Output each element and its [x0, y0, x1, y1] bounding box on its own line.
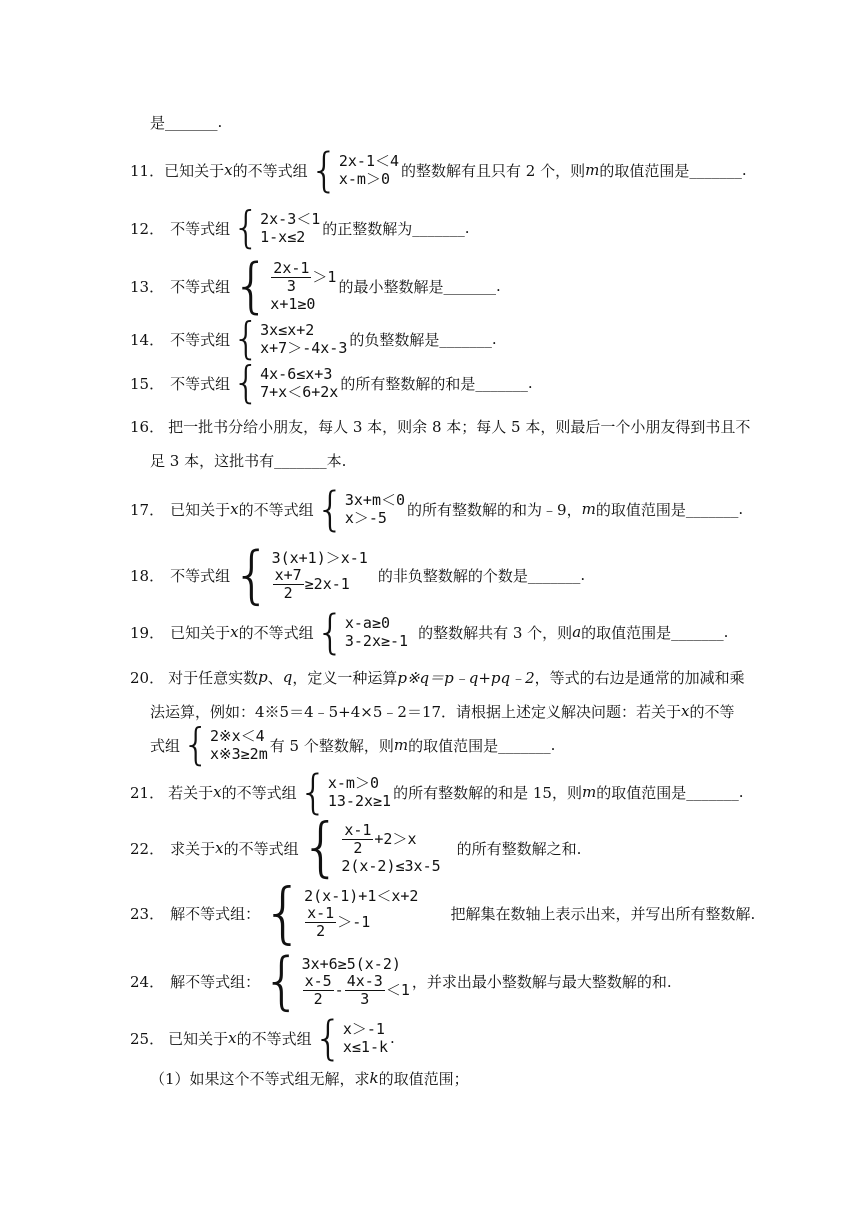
q13-text-post: 的最小整数解是 — [338, 277, 444, 296]
q15-rows — [260, 365, 338, 401]
q20-ineq-1: 2※x＜4 — [210, 727, 265, 745]
q24-frac-a-den: 2 — [313, 989, 323, 1008]
q22-text: 求关于 — [170, 839, 216, 858]
q20-definition: p※q＝p﹣q+pq﹣2 — [397, 668, 535, 687]
q11-var: x — [224, 161, 233, 179]
q11-text-mid: 的不等式组 — [232, 161, 308, 180]
q24-rows — [302, 955, 410, 1008]
q13-frac-num: 2x-1 — [273, 258, 310, 277]
q12-ineq-1: 2x-3＜1 — [260, 210, 321, 228]
q11-ineq-2: x-m＞0 — [338, 170, 390, 188]
q19-ineq-1: x-a≥0 — [344, 614, 391, 632]
q20-text-line3: 式组 — [150, 736, 181, 755]
q20-var-p: p — [258, 668, 268, 686]
q24 — [130, 944, 860, 1017]
q24-fraction-a — [303, 973, 334, 1008]
q20-line3 — [150, 719, 860, 770]
q24-ineq-1: 3x+6≥5(x-2) — [301, 954, 401, 973]
q17-text-post: 的所有整数解的和为﹣9， — [407, 500, 582, 519]
q24-fraction-b — [345, 973, 385, 1008]
q18-answer-blank: _______ — [527, 566, 581, 584]
q22-fraction — [342, 822, 373, 857]
q17-system — [315, 482, 406, 536]
q22-number: 22． — [130, 839, 165, 858]
q20-text-a: 对于任意实数 — [168, 668, 259, 687]
q22-frac-den: 2 — [353, 838, 363, 857]
q19-number: 19． — [130, 623, 165, 642]
q13-ineq-2: x+1≥0 — [270, 294, 316, 313]
q18-frac-num: x+7 — [274, 565, 302, 584]
q15-number: 15． — [130, 374, 165, 393]
q19-end: . — [723, 623, 729, 641]
q17-ineq-1: 3x+m＜0 — [344, 491, 406, 509]
q15 — [130, 357, 860, 408]
q12-ineq-2: 1-x≤2 — [260, 228, 306, 246]
q14-end: . — [491, 330, 497, 348]
q22-system — [300, 811, 441, 885]
q11-number: 11． — [130, 161, 165, 180]
q25-sub1-text-end: 的取值范围； — [378, 1069, 469, 1088]
q25-sub1-var: k — [369, 1069, 379, 1087]
brace-icon: { — [182, 719, 211, 770]
q16-line2 — [150, 450, 860, 470]
q13-frac-den: 3 — [286, 276, 296, 295]
q12 — [130, 202, 860, 253]
q11 — [130, 143, 860, 197]
q24-frac-a-num: x-5 — [304, 971, 332, 990]
brace-icon: { — [315, 605, 345, 659]
q12-rows — [260, 210, 320, 246]
q20-line2 — [150, 701, 860, 721]
q25-text: 已知关于 — [168, 1029, 229, 1048]
q18-fraction — [273, 567, 304, 602]
q12-answer-blank: _______ — [412, 219, 465, 237]
q23-ineq-2 — [304, 905, 418, 940]
q15-system — [232, 357, 339, 408]
q24-text: 解不等式组： — [170, 972, 261, 991]
brace-icon: { — [262, 874, 305, 951]
q13-answer-blank: _______ — [443, 277, 496, 295]
q11-system — [309, 143, 400, 197]
q17-var-m: m — [581, 500, 596, 518]
q13-text: 不等式组 — [170, 277, 231, 296]
q20-line1 — [130, 667, 860, 687]
q14-text: 不等式组 — [170, 330, 231, 349]
q22-ineq-1-rest: +2＞x — [374, 830, 417, 848]
q15-ineq-1: 4x-6≤x+3 — [260, 365, 333, 383]
q12-number: 12． — [130, 219, 165, 238]
brace-icon: { — [262, 944, 302, 1017]
q18 — [130, 538, 860, 611]
q22-rows — [341, 822, 440, 875]
q17-number: 17． — [130, 500, 165, 519]
q20-sep: 、 — [267, 668, 283, 687]
q20-ineq-2: x※3≥2m — [210, 745, 268, 763]
q21-text-post2: 的取值范围是 — [596, 783, 687, 802]
q18-text: 不等式组 — [170, 566, 231, 585]
q16-answer-blank: _______ — [274, 451, 327, 469]
q23-ineq-2-rest: ＞-1 — [337, 913, 371, 931]
q13-rows — [270, 260, 336, 313]
q10-tail-text: 是 — [150, 113, 166, 132]
brace-icon: { — [298, 765, 328, 819]
q20-text-post: 有 5 个整数解，则 — [269, 736, 394, 755]
q14-ineq-1: 3x≤x+2 — [260, 321, 315, 339]
q11-text-post: 的整数解有且只有 2 个，则 — [401, 161, 586, 180]
brace-icon: { — [232, 357, 261, 408]
q22-var: x — [215, 839, 224, 857]
q20-end: . — [550, 736, 556, 754]
q21-system — [298, 765, 392, 819]
q23-rows — [304, 887, 418, 940]
q25-var: x — [228, 1029, 237, 1047]
q25-number: 25． — [130, 1029, 165, 1048]
q20-text-post2: 的取值范围是 — [408, 736, 499, 755]
q18-text-post: 的非负整数解的个数是 — [377, 566, 528, 585]
q19-var-a: a — [572, 623, 582, 641]
q13-end: . — [495, 277, 501, 295]
q12-text-post: 的正整数解为 — [322, 219, 413, 238]
q16-text-line1: 把一批书分给小朋友，每人 3 本，则余 8 本；每人 5 本，则最后一个小朋友得到书且不 — [168, 417, 751, 436]
q13-number: 13． — [130, 277, 165, 296]
q21-text-post: 的所有整数解的和是 15，则 — [393, 783, 582, 802]
q18-rows — [272, 549, 368, 602]
q25-system — [313, 1011, 389, 1065]
q15-ineq-2: 7+x＜6+2x — [260, 383, 339, 401]
q11-answer-blank: _______ — [689, 161, 742, 179]
q10-end: . — [217, 113, 223, 131]
q14-number: 14． — [130, 330, 165, 349]
q20-text-b: ，定义一种运算 — [292, 668, 398, 687]
q21-var-m: m — [581, 783, 597, 801]
q15-text-post: 的所有整数解的和是 — [340, 374, 476, 393]
q13-ineq-1-rest: ＞1 — [312, 268, 337, 286]
brace-icon: { — [309, 143, 339, 197]
q23-ineq-1: 2(x-1)+1＜x+2 — [304, 886, 419, 905]
q17-var: x — [230, 500, 239, 518]
q11-text: 已知关于 — [164, 161, 225, 180]
q21-number: 21． — [130, 783, 165, 802]
q13-ineq-1 — [270, 260, 336, 295]
q18-system — [232, 538, 368, 611]
brace-icon: { — [300, 811, 342, 885]
q20-rows — [210, 727, 268, 763]
q21-rows — [328, 774, 391, 810]
q19 — [130, 605, 860, 659]
q17-text-mid: 的不等式组 — [238, 500, 314, 519]
q20-number: 20． — [130, 668, 165, 687]
q15-text: 不等式组 — [170, 374, 231, 393]
q19-answer-blank: _______ — [671, 623, 724, 641]
q22-text-post: 的所有整数解之和. — [456, 839, 582, 858]
q11-ineq-1: 2x-1＜4 — [338, 152, 400, 170]
q18-ineq-2-rest: ≥2x-1 — [304, 575, 350, 593]
q24-text-post: ，并求出最小整数解与最大整数解的和. — [411, 972, 672, 991]
q22-ineq-2: 2(x-2)≤3x-5 — [341, 856, 441, 875]
q11-end: . — [741, 161, 747, 179]
q25-ineq-1: x＞-1 — [342, 1020, 385, 1038]
q19-text-mid: 的不等式组 — [238, 623, 314, 642]
q17-end: . — [738, 500, 744, 518]
q20-text-c: ，等式的右边是通常的加减和乘 — [534, 668, 745, 687]
q20-system — [182, 719, 268, 770]
q14-text-post: 的负整数解是 — [349, 330, 440, 349]
q15-end: . — [527, 374, 533, 392]
q16-number: 16． — [130, 417, 165, 436]
q22-frac-num: x-1 — [344, 820, 372, 839]
q12-text: 不等式组 — [170, 219, 231, 238]
q25-text-mid: 的不等式组 — [236, 1029, 312, 1048]
q21 — [130, 765, 860, 819]
brace-icon: { — [315, 482, 345, 536]
brace-icon: { — [232, 251, 271, 321]
q14-system — [232, 313, 348, 364]
q13-system — [232, 251, 337, 321]
q22 — [130, 811, 860, 885]
q18-end: . — [580, 566, 586, 584]
q23-frac-num: x-1 — [307, 903, 335, 922]
q19-ineq-2: 3-2x≥-1 — [344, 632, 409, 650]
q16-line1 — [130, 416, 860, 436]
q14 — [130, 313, 860, 364]
q17-text: 已知关于 — [170, 500, 231, 519]
q25 — [130, 1011, 860, 1065]
q20-var-x: x — [681, 702, 690, 720]
q19-system — [315, 605, 409, 659]
q21-ineq-1: x-m＞0 — [327, 774, 379, 792]
q14-rows — [260, 321, 347, 357]
q18-ineq-2 — [272, 567, 368, 602]
q14-answer-blank: _______ — [439, 330, 492, 348]
q24-ineq-2 — [302, 973, 410, 1008]
q24-ineq-2-rest: ＜1 — [385, 981, 410, 999]
q17-ineq-2: x＞-5 — [344, 509, 387, 527]
q13-fraction — [271, 260, 311, 295]
brace-icon: { — [232, 538, 272, 611]
q23-fraction — [305, 905, 336, 940]
q14-ineq-2: x+7＞-4x-3 — [260, 339, 348, 357]
q23-text: 解不等式组： — [170, 904, 261, 923]
q18-number: 18． — [130, 566, 165, 585]
q11-rows — [339, 152, 399, 188]
brace-icon: { — [232, 313, 261, 364]
q16-text-line2: 足 3 本，这批书有 — [150, 451, 275, 470]
q11-var-m: m — [585, 161, 600, 179]
q23-text-post: 把解集在数轴上表示出来，并写出所有整数解. — [450, 904, 756, 923]
q20-var-q: q — [282, 668, 293, 686]
q17-answer-blank: _______ — [685, 500, 739, 518]
q25-rows — [343, 1020, 388, 1056]
q19-text: 已知关于 — [170, 623, 231, 642]
brace-icon: { — [313, 1011, 343, 1065]
q23-system — [262, 874, 419, 951]
q16-text-line2-end: 本. — [326, 451, 347, 470]
q24-frac-b-den: 3 — [360, 989, 370, 1008]
q19-text-post2: 的取值范围是 — [581, 623, 672, 642]
brace-icon: { — [232, 202, 261, 253]
q22-text-mid: 的不等式组 — [223, 839, 299, 858]
q18-ineq-1: 3(x+1)＞x-1 — [271, 548, 368, 567]
q12-end: . — [464, 219, 470, 237]
q23 — [130, 874, 860, 951]
q25-sub1 — [150, 1068, 860, 1088]
q15-answer-blank: _______ — [475, 374, 528, 392]
q20-text-line2-end: 的不等 — [689, 702, 735, 721]
q13 — [130, 251, 860, 321]
q23-number: 23． — [130, 904, 165, 923]
q19-var: x — [230, 623, 239, 641]
q24-frac-b-num: 4x-3 — [346, 971, 383, 990]
q21-text: 若关于 — [168, 783, 214, 802]
q25-end: . — [390, 1029, 395, 1047]
q18-frac-den: 2 — [283, 583, 293, 602]
q23-frac-den: 2 — [316, 921, 326, 940]
q12-system — [232, 202, 321, 253]
q24-number: 24． — [130, 972, 165, 991]
q17-text-post2: 的取值范围是 — [595, 500, 686, 519]
q19-text-post: 的整数解共有 3 个，则 — [418, 623, 573, 642]
q21-ineq-2: 13-2x≥1 — [327, 792, 392, 810]
q22-ineq-1 — [341, 822, 440, 857]
q11-text-post2: 的取值范围是 — [599, 161, 690, 180]
q21-answer-blank: _______ — [686, 783, 739, 801]
q19-rows — [345, 614, 408, 650]
q10-answer-blank: _______ — [165, 113, 218, 131]
q21-end: . — [738, 783, 744, 801]
q20-answer-blank: _______ — [498, 736, 551, 754]
q17 — [130, 482, 860, 536]
q20-var-m: m — [393, 736, 409, 754]
q24-system — [262, 944, 410, 1017]
q25-sub1-text: （1）如果这个不等式组无解，求 — [150, 1069, 370, 1088]
q10-tail — [150, 112, 860, 132]
q24-minus: - — [334, 981, 344, 999]
q17-rows — [345, 491, 405, 527]
q25-ineq-2: x≤1-k — [342, 1038, 389, 1056]
q20-text-line2: 法运算，例如：4※5＝4﹣5+4×5﹣2＝17．请根据上述定义解决问题：若关于 — [150, 702, 682, 721]
q21-var: x — [213, 783, 222, 801]
q21-text-mid: 的不等式组 — [221, 783, 297, 802]
